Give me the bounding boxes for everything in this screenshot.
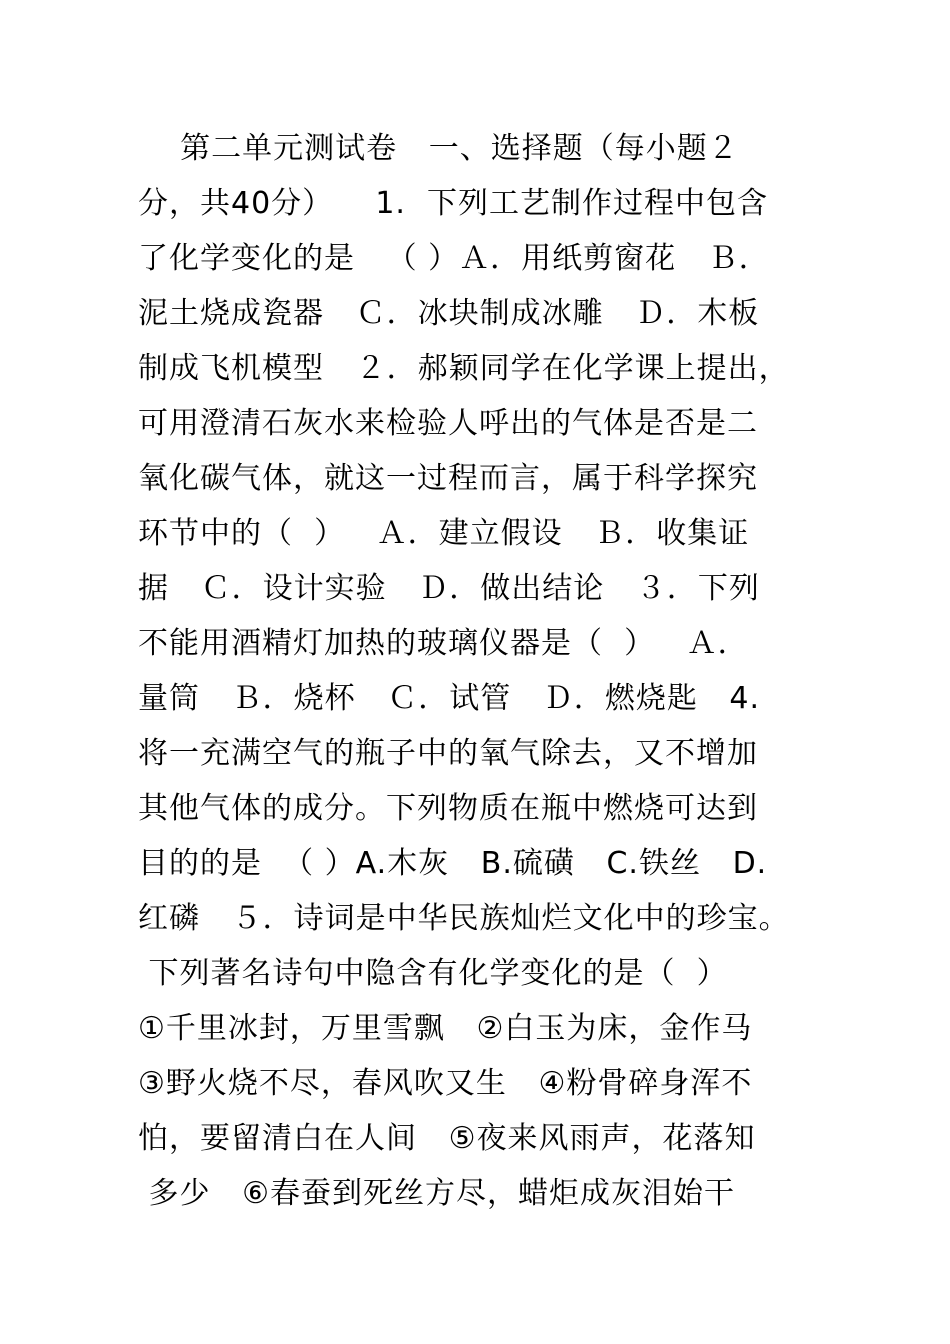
text-line: 制成飞机模型 ２．郝颖同学在化学课上提出， xyxy=(138,351,790,386)
text-line: 下列著名诗句中隐含有化学变化的是（ ） xyxy=(138,956,728,991)
text-line: 不能用酒精灯加热的玻璃仪器是（ ） Ａ． xyxy=(138,626,749,661)
text-line: 氧化碳气体，就这一过程而言，属于科学探究 xyxy=(138,461,758,496)
text-line: 泥土烧成瓷器 Ｃ．冰块制成冰雕 Ｄ．木板 xyxy=(138,296,760,331)
text-line: 其他气体的成分。下列物质在瓶中燃烧可达到 xyxy=(138,791,758,826)
text-line: 量筒 Ｂ．烧杯 Ｃ．试管 Ｄ．燃烧匙 4. xyxy=(138,681,761,716)
text-line: ③野火烧不尽，春风吹又生 ④粉骨碎身浑不 xyxy=(138,1066,753,1101)
text-line: 怕，要留清白在人间 ⑤夜来风雨声，花落知 xyxy=(138,1121,756,1156)
text-line: 将一充满空气的瓶子中的氧气除去，又不增加 xyxy=(138,736,758,771)
text-line: 据 Ｃ．设计实验 Ｄ．做出结论 ３．下列 xyxy=(138,571,760,606)
text-line: 可用澄清石灰水来检验人呼出的气体是否是二 xyxy=(138,406,758,441)
text-line: 环节中的（ ） Ａ．建立假设 Ｂ．收集证 xyxy=(138,516,750,551)
text-line: 红磷 ５．诗词是中华民族灿烂文化中的珍宝。 xyxy=(138,901,790,936)
text-line: ①千里冰封，万里雪飘 ②白玉为床，金作马 xyxy=(138,1011,753,1046)
text-line: 目的的是 （ ）A.木灰 B.硫磺 C.铁丝 D. xyxy=(138,846,768,881)
text-line: 分，共40分） 1. 下列工艺制作过程中包含 xyxy=(138,186,769,221)
text-line: 了化学变化的是 （ ）Ａ．用纸剪窗花 Ｂ． xyxy=(138,241,770,276)
text-line: 第二单元测试卷 一、选择题（每小题２ xyxy=(138,131,739,166)
text-line: 多少 ⑥春蚕到死丝方尽，蜡炬成灰泪始干 xyxy=(138,1176,736,1211)
exam-text-body xyxy=(138,121,838,1221)
